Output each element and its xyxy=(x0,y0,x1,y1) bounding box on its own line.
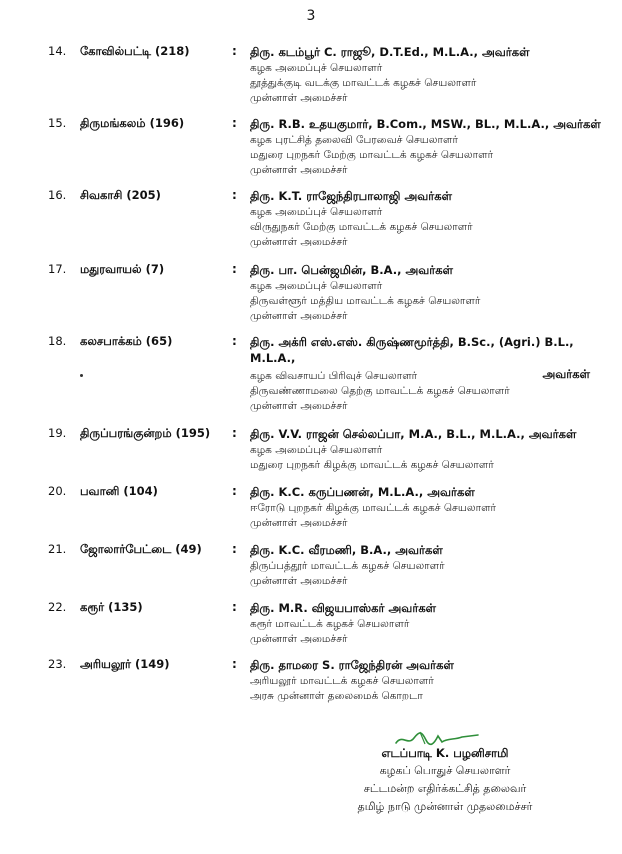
member-name: திரு. K.C. வீரமணி, B.A., அவர்கள் xyxy=(250,543,443,557)
list-item xyxy=(0,262,622,322)
entry-number: 22. xyxy=(48,600,67,614)
signatory-name: எடப்பாடி K. பழனிசாமி xyxy=(381,746,509,760)
colon: : xyxy=(232,600,237,614)
post: விருதுநகர் மேற்கு மாவட்டக் கழகச் செயலாளர் xyxy=(250,221,473,233)
post: கழக அமைப்புச் செயலாளர் xyxy=(250,444,383,456)
list-item xyxy=(0,44,622,104)
colon: : xyxy=(232,44,237,58)
colon: : xyxy=(232,484,237,498)
post: முன்னாள் அமைச்சர் xyxy=(250,400,348,412)
post: கழக அமைப்புச் செயலாளர் xyxy=(250,62,383,74)
member-name-line: திரு. அக்ரி எஸ்.எஸ். கிருஷ்ணமூர்த்தி, B.Sc., (Agri.) B.L., M.L.A., xyxy=(250,335,574,365)
list-item xyxy=(0,334,622,412)
entry-number: 16. xyxy=(48,188,67,202)
member-name: திரு. K.C. கருப்பணன், M.L.A., அவர்கள் xyxy=(250,485,475,499)
post: தூத்துக்குடி வடக்கு மாவட்டக் கழகச் செயலாளர் xyxy=(250,77,477,89)
list-item xyxy=(0,188,622,248)
constituency: கோவில்பட்டி (218) xyxy=(80,44,190,58)
post: முன்னாள் அமைச்சர் xyxy=(250,164,348,176)
entry-number: 18. xyxy=(48,334,67,348)
list-item xyxy=(0,426,622,486)
post: கழக புரட்சித் தலைவி பேரவைச் செயலாளர் xyxy=(250,134,458,146)
list-item xyxy=(0,484,622,544)
colon: : xyxy=(232,116,237,130)
post: அரியலூர் மாவட்டக் கழகச் செயலாளர் xyxy=(250,675,434,687)
post: திருப்பத்தூர் மாவட்டக் கழகச் செயலாளர் xyxy=(250,560,445,572)
constituency: ஜோலார்பேட்டை (49) xyxy=(80,542,202,556)
post: முன்னாள் அமைச்சர் xyxy=(250,92,348,104)
colon: : xyxy=(232,542,237,556)
constituency: அரியலூர் (149) xyxy=(80,657,170,671)
member-name: திரு. R.B. உதயகுமார், B.Com., MSW., BL., M.L.A., அவர்கள் xyxy=(250,117,601,131)
post: கரூர் மாவட்டக் கழகச் செயலாளர் xyxy=(250,618,410,630)
list-item xyxy=(0,600,622,660)
constituency: கரூர் (135) xyxy=(80,600,143,614)
post: அரசு முன்னாள் தலைமைக் கொறடா xyxy=(250,690,423,702)
member-name: திரு. கடம்பூர் C. ராஜூ, D.T.Ed., M.L.A., அவர்கள் xyxy=(250,45,530,59)
post: கழக அமைப்புச் செயலாளர் xyxy=(250,206,383,218)
entry-number: 17. xyxy=(48,262,67,276)
signatory-title: சட்டமன்ற எதிர்க்கட்சித் தலைவர் xyxy=(363,782,527,795)
constituency: திருப்பரங்குன்றம் (195) xyxy=(80,426,211,440)
colon: : xyxy=(232,188,237,202)
post: ஈரோடு புறநகர் கிழக்கு மாவட்டக் கழகச் செயலாளர் xyxy=(250,502,497,514)
colon: : xyxy=(232,262,237,276)
member-name: திரு. பா. பென்ஜமின், B.A., அவர்கள் xyxy=(250,263,454,277)
constituency: கலசபாக்கம் (65) xyxy=(80,334,173,348)
post: முன்னாள் அமைச்சர் xyxy=(250,236,348,248)
member-name: திரு. V.V. ராஜன் செல்லப்பா, M.A., B.L., M.L.A., அவர்கள் xyxy=(250,427,577,441)
list-item xyxy=(0,542,622,602)
post: முன்னாள் அமைச்சர் xyxy=(250,633,348,645)
member-name-continuation: அவர்கள் xyxy=(542,367,590,381)
post: முன்னாள் அமைச்சர் xyxy=(250,575,348,587)
page-number: 3 xyxy=(306,8,316,24)
colon: : xyxy=(232,426,237,440)
post: முன்னாள் அமைச்சர் xyxy=(250,517,348,529)
post: திருவண்ணாமலை தெற்கு மாவட்டக் கழகச் செயலாளர் xyxy=(250,385,510,397)
entry-number: 21. xyxy=(48,542,67,556)
list-item xyxy=(0,116,622,176)
constituency: திருமங்கலம் (196) xyxy=(80,116,185,130)
constituency: மதுரவாயல் (7) xyxy=(80,262,165,276)
colon: : xyxy=(232,657,237,671)
entry-number: 15. xyxy=(48,116,67,130)
stray-dot xyxy=(80,374,83,377)
post: திருவள்ளூர் மத்திய மாவட்டக் கழகச் செயலாளர் xyxy=(250,295,481,307)
signatory-title: கழகப் பொதுச் செயலாளர் xyxy=(379,764,511,777)
entry-number: 23. xyxy=(48,657,67,671)
entry-number: 14. xyxy=(48,44,67,58)
constituency: பவானி (104) xyxy=(80,484,158,498)
member-name: திரு. தாமரை S. ராஜேந்திரன் அவர்கள் xyxy=(250,658,454,672)
constituency: சிவகாசி (205) xyxy=(80,188,161,202)
colon: : xyxy=(232,334,237,348)
entry-number: 20. xyxy=(48,484,67,498)
post: கழக விவசாயப் பிரிவுச் செயலாளர் xyxy=(250,370,418,382)
entry-number: 19. xyxy=(48,426,67,440)
post: மதுரை புறநகர் மேற்கு மாவட்டக் கழகச் செயலாளர் xyxy=(250,149,494,161)
post: மதுரை புறநகர் கிழக்கு மாவட்டக் கழகச் செயலாளர் xyxy=(250,459,494,471)
post: கழக அமைப்புச் செயலாளர் xyxy=(250,280,383,292)
signatory-title: தமிழ் நாடு முன்னாள் முதலமைச்சர் xyxy=(357,800,533,813)
list-item xyxy=(0,657,622,717)
post: முன்னாள் அமைச்சர் xyxy=(250,310,348,322)
member-name: திரு. M.R. விஜயபாஸ்கர் அவர்கள் xyxy=(250,601,437,615)
member-name: திரு. K.T. ராஜேந்திரபாலாஜி அவர்கள் xyxy=(250,189,452,203)
